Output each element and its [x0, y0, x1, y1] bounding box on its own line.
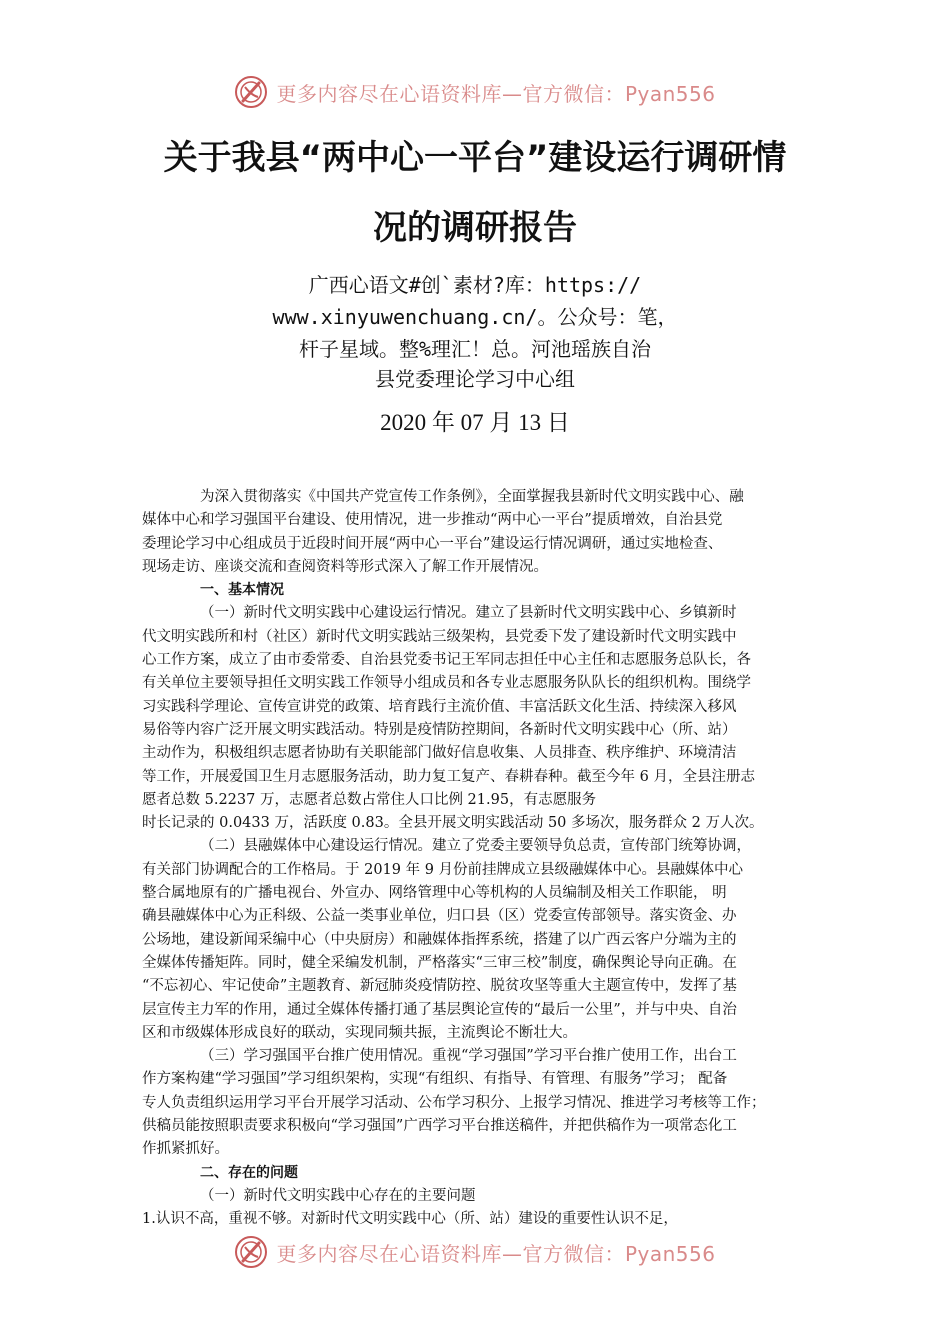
body-line: 作方案构建“学习强国”学习组织架构，实现“有组织、有指导、有管理、有服务”学习； 配备 [142, 1071, 728, 1088]
body-line: （一）新时代文明实践中心建设运行情况。建立了县新时代文明实践中心、乡镇新时 [200, 605, 737, 622]
body-line: 整合属地原有的广播电视台、外宣办、网络管理中心等机构的人员编制及相关工作职能， 明 [142, 885, 727, 902]
body-line: 现场走访、座谈交流和查阅资料等形式深入了解工作开展情况。 [142, 558, 548, 575]
document-body [142, 486, 842, 1232]
body-line: （二）县融媒体中心建设运行情况。建立了党委主要领导负总责，宣传部门统筹协调， [200, 838, 751, 855]
body-line: 确县融媒体中心为正科级、公益一类事业单位，归口县（区）党委宣传部领导。落实资金、办 [142, 908, 737, 925]
body-line: 媒体中心和学习强国平台建设、使用情况，进一步推动“两中心一平台”提质增效，自治县党 [142, 512, 723, 529]
body-line: “不忘初心、牢记使命”主题教育、新冠肺炎疫情防控、脱贫攻坚等重大主题宣传中，发挥了基 [142, 978, 737, 995]
section-heading: 二、存在的问题 [200, 1164, 298, 1181]
document-title-line2: 况的调研报告 [373, 208, 577, 248]
body-line: 时长记录的 0.0433 万，活跃度 0.83。全县开展文明实践活动 50 多场次，服务群众 2 万人次。 [142, 815, 764, 832]
subsection-heading: （一）新时代文明实践中心存在的主要问题 [200, 1187, 476, 1204]
section-heading: 一、基本情况 [200, 582, 284, 599]
document-date: 2020 年 07 月 13 日 [380, 410, 570, 435]
body-line: 层宣传主力军的作用，通过全媒体传播打通了基层舆论宣传的“最后一公里”，并与中央、自治 [142, 1001, 737, 1018]
body-line: 习实践科学理论、宣传宣讲党的政策、培育践行主流价值、丰富活跃文化生活、持续深入移风 [142, 698, 737, 715]
body-line: 委理论学习中心组成员于近段时间开展“两中心一平台”建设运行情况调研，通过实地检查、 [142, 535, 723, 552]
seal-logo-icon [234, 1235, 268, 1269]
subtitle-line: 广西心语文#创`素材?库：https:// [308, 273, 642, 297]
banner-text: 更多内容尽在心语资料库—官方微信：Pyan556 [276, 81, 716, 106]
seal-logo-icon [234, 75, 268, 109]
body-line: 1.认识不高，重视不够。对新时代文明实践中心（所、站）建设的重要性认识不足， [142, 1211, 678, 1228]
subtitle-line: 杆子星域。整%理汇！总。河池瑶族自治 [298, 337, 652, 361]
body-line: 等工作，开展爱国卫生月志愿服务活动，助力复工复产、春耕春种。截至今年 6 月，全县注册志 [142, 768, 755, 785]
body-line: 有关单位主要领导担任文明实践工作领导小组成员和各专业志愿服务队队长的组织机构。围绕学 [142, 675, 751, 692]
subtitle-line: 县党委理论学习中心组 [375, 367, 575, 391]
body-line: （三）学习强国平台推广使用情况。重视“学习强国”学习平台推广使用工作，出台工 [200, 1048, 737, 1065]
banner-text: 更多内容尽在心语资料库—官方微信：Pyan556 [276, 1241, 716, 1266]
body-line: 区和市级媒体形成良好的联动，实现同频共振，主流舆论不断壮大。 [142, 1024, 577, 1041]
body-line: 供稿员能按照职责要求积极向“学习强国”广西学习平台推送稿件，并把供稿作为一项常态化工 [142, 1118, 737, 1135]
body-line: 公场地，建设新闻采编中心（中央厨房）和融媒体指挥系统，搭建了以广西云客户分端为主的 [142, 931, 737, 948]
body-line: 作抓紧抓好。 [142, 1141, 229, 1158]
body-line: 主动作为，积极组织志愿者协助有关职能部门做好信息收集、人员排查、秩序维护、环境清洁 [142, 745, 737, 762]
body-line: 为深入贯彻落实《中国共产党宣传工作条例》，全面掌握我县新时代文明实践中心、融 [200, 489, 744, 505]
body-line: 心工作方案，成立了由市委常委、自治县党委书记王军同志担任中心主任和志愿服务总队长，各 [142, 652, 751, 669]
subtitle-line: www.xinyuwenchuang.cn/。公众号：笔， [272, 305, 678, 329]
body-line: 代文明实践所和村（社区）新时代文明实践站三级架构，县党委下发了建设新时代文明实践中 [142, 628, 737, 645]
document-title-line1: 关于我县“两中心一平台”建设运行调研情 [163, 138, 787, 178]
header-banner [0, 72, 950, 112]
body-line: 有关部门协调配合的工作格局。于 2019 年 9 月份前挂牌成立县级融媒体中心。县融媒体中心 [142, 861, 744, 878]
footer-banner [0, 1232, 950, 1272]
body-line: 愿者总数 5.2237 万，志愿者总数占常住人口比例 21.95，有志愿服务 [142, 791, 597, 808]
body-line: 专人负责组织运用学习平台开展学习活动、公布学习积分、上报学习情况、推进学习考核等工作； [142, 1094, 766, 1111]
body-line: 全媒体传播矩阵。同时，健全采编发机制，严格落实“三审三校”制度，确保舆论导向正确。在 [142, 954, 737, 971]
body-line: 易俗等内容广泛开展文明实践活动。特别是疫情防控期间，各新时代文明实践中心（所、站） [142, 721, 737, 738]
